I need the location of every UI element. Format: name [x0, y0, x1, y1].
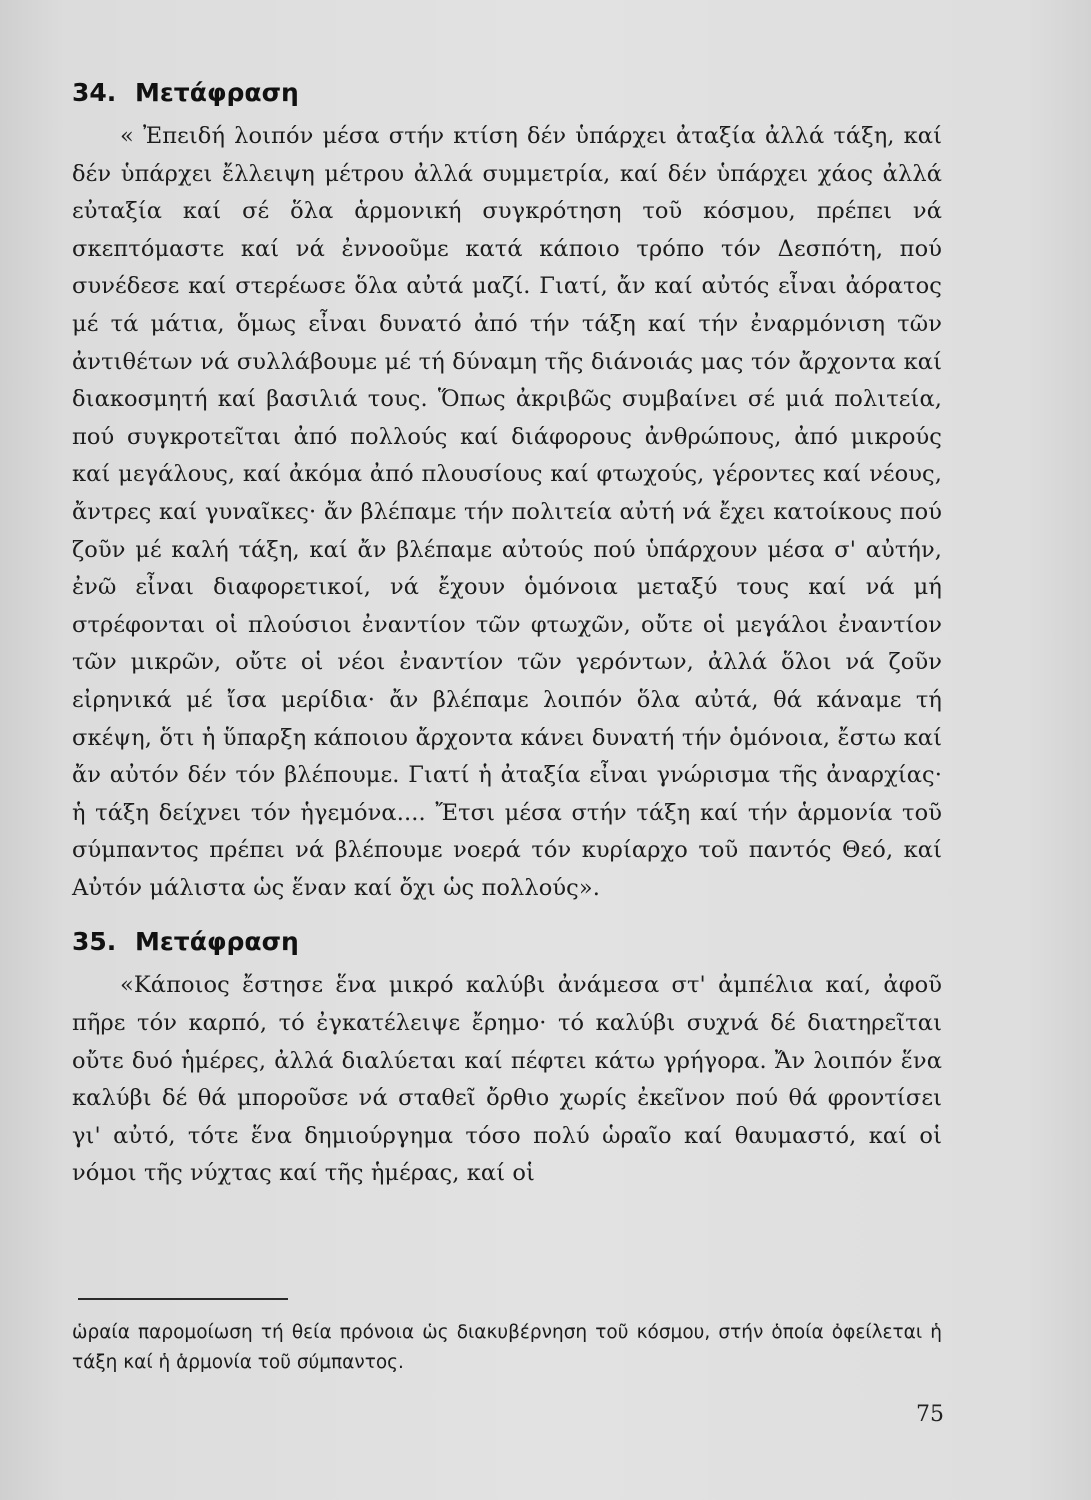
section-35-text: «Κάποιος ἔστησε ἕνα μικρό καλύβι ἀνάμεσα στ' ἀμπέλια καί, ἀφοῦ πῆρε τόν καρπό, τό ἐγκατέλειψε ἔρημο· τό καλύβι συχνά δέ διατηρεῖται οὔτε δυό ἡμέρες, ἀλλά διαλύεται καί πέφτει κάτω γρήγορα. Ἄν λοιπόν ἕνα καλύβι δέ θά μποροῦσε νά σταθεῖ ὄρθιο χωρίς ἐκεῖνον πού θά φροντίσει γι' αὐτό, τότε ἕνα δημιούργημα τόσο πολύ ὡραῖο καί θαυμαστό, καί οἱ νόμοι τῆς νύχτας καί τῆς ἡμέρας, καί οἱ — [72, 972, 942, 1187]
section-34-text: « Ἐπειδή λοιπόν μέσα στήν κτίση δέν ὑπάρχει ἀταξία ἀλλά τάξη, καί δέν ὑπάρχει ἔλλειψη μέτρου ἀλλά συμμετρία, καί δέν ὑπάρχει χάος ἀλλά εὐταξία καί σέ ὅλα ἁρμονική συγκρότηση τοῦ κόσμου, πρέπει νά σκεπτόμαστε καί νά ἐννοοῦμε κατά κάποιο τρόπο τόν Δεσπότη, πού συνέδεσε καί στερέωσε ὅλα αὐτά μαζί. Γιατί, ἄν καί αὐτός εἶναι ἀόρατος μέ τά μάτια, ὅμως εἶναι δυνατό ἀπό τήν τάξη καί τήν ἐναρμόνιση τῶν ἀντιθέτων νά συλλάβουμε μέ τή δύναμη τῆς διάνοιάς μας τόν ἄρχοντα καί διακοσμητή καί βασιλιά τους. Ὅπως ἀκριβῶς συμβαίνει σέ μιά πολιτεία, πού συγκροτεῖται ἀπό πολλούς καί διάφορους ἀνθρώπους, ἀπό μικρούς καί μεγάλους, καί ἀκόμα ἀπό πλουσίους καί φτωχούς, γέροντες καί νέους, ἄντρες καί γυναῖκες· ἄν βλέπαμε τήν πολιτεία αὐτή νά ἔχει κατοίκους πού ζοῦν μέ καλή τάξη, καί ἄν βλέπαμε αὐτούς πού ὑπάρχουν μέσα σ' αὐτήν, ἐνῶ εἶναι διαφορετικοί, νά ἔχουν ὁμόνοια μεταξύ τους καί νά μή στρέφονται οἱ πλούσιοι ἐναντίον τῶν φτωχῶν, οὔτε οἱ μεγάλοι ἐναντίον τῶν μικρῶν, οὔτε οἱ νέοι ἐναντίον τῶν γερόντων, ἀλλά ὅλοι νά ζοῦν εἰρηνικά μέ ἴσα μερίδια· ἄν βλέπαμε λοιπόν ὅλα αὐτά, θά κάναμε τή σκέψη, ὅτι ἡ ὕπαρξη κάποιου ἄρχοντα κάνει δυνατή τήν ὁμόνοια, ἔστω καί ἄν αὐτόν δέν τόν βλέπουμε. Γιατί ἡ ἀταξία εἶναι γνώρισμα τῆς ἀναρχίας· ἡ τάξη δείχνει τόν ἡγεμόνα.... Ἔτσι μέσα στήν τάξη καί τήν ἁρμονία τοῦ σύμπαντος πρέπει νά βλέπουμε νοερά τόν κυρίαρχο τοῦ παντός Θεό, καί Αὐτόν μάλιστα ὡς ἕναν καί ὄχι ὡς πολλούς». — [72, 123, 942, 901]
page-number: 75 — [916, 1402, 944, 1427]
section-35-number: 35. — [72, 927, 117, 957]
section-34-number: 34. — [72, 78, 117, 107]
footnote: ὡραία παρομοίωση τή θεία πρόνοια ὡς διακυβέρνηση τοῦ κόσμου, στήν ὁποία ὀφείλεται ἡ τάξη καί ἡ ἁρμονία τοῦ σύμπαντος. — [72, 1322, 942, 1373]
footnote-divider — [78, 1298, 288, 1300]
section-34-title: Μετάφραση — [135, 78, 299, 107]
section-34-heading — [72, 78, 942, 108]
section-35-title: Μετάφραση — [135, 927, 299, 957]
section-35-heading — [72, 927, 942, 957]
page-body — [72, 78, 942, 1193]
